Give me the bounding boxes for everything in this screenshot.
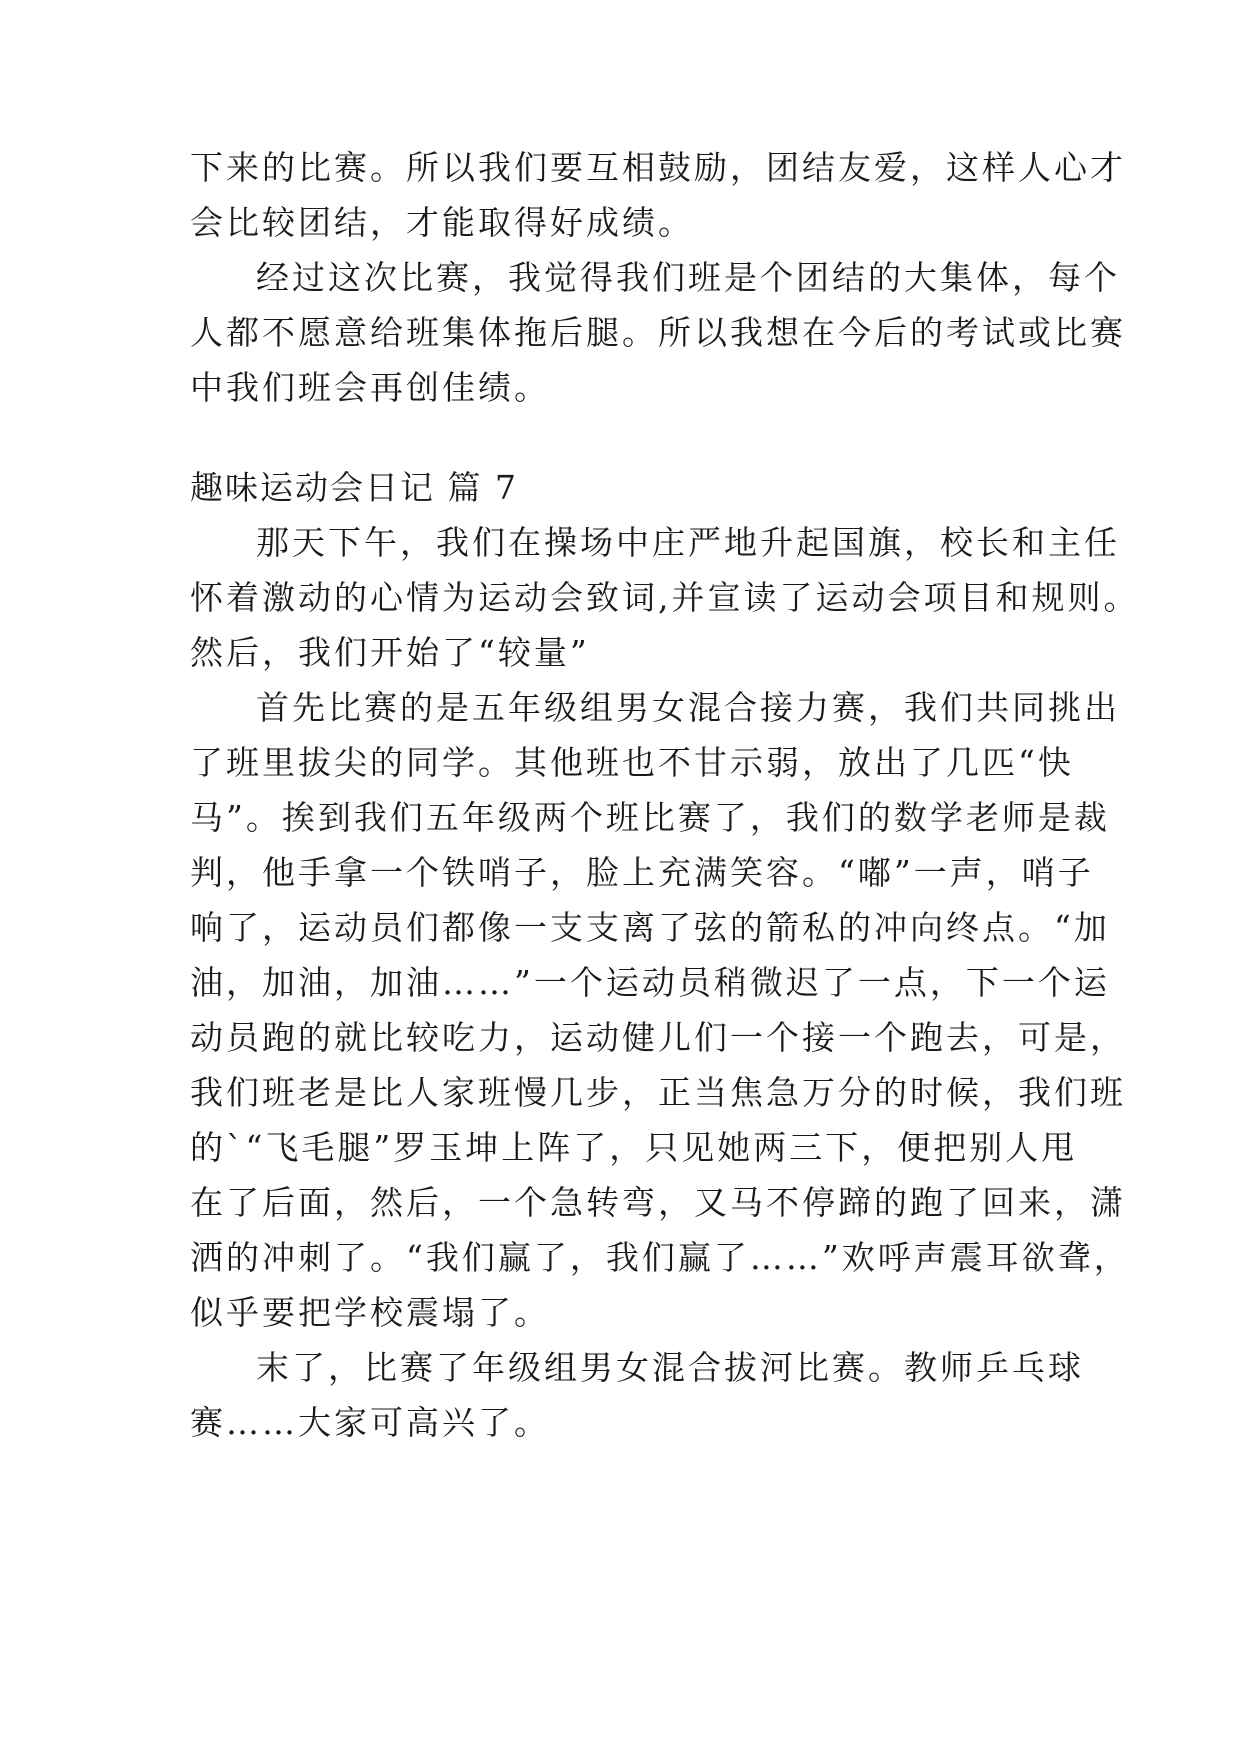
section-p2-line-1: 首先比赛的是五年级组男女混合接力赛，我们共同挑出 — [256, 688, 1120, 727]
section-p2-line-7: 动员跑的就比较吃力，运动健儿们一个接一个跑去，可是， — [190, 1018, 1126, 1057]
section-p1-line-3: 然后，我们开始了“较量” — [190, 633, 590, 672]
section-p2-line-9: 的`“飞毛腿”罗玉坤上阵了，只见她两三下，便把别人甩 — [190, 1128, 1078, 1167]
section-p1-line-1: 那天下午，我们在操场中庄严地升起国旗，校长和主任 — [256, 523, 1120, 562]
prev-p2-line-2: 人都不愿意给班集体拖后腿。所以我想在今后的考试或比赛 — [190, 313, 1126, 352]
section-p1-line-2: 怀着激动的心情为运动会致词,并宣读了运动会项目和规则。 — [190, 578, 1140, 617]
prev-p1-line-2: 会比较团结，才能取得好成绩。 — [190, 203, 694, 242]
prev-p2-line-3: 中我们班会再创佳绩。 — [190, 368, 550, 407]
section-title: 趣味运动会日记 篇 7 — [190, 468, 518, 507]
section-p2-line-5: 响了，运动员们都像一支支离了弦的箭私的冲向终点。“加 — [190, 908, 1110, 947]
section-p2-line-2: 了班里拔尖的同学。其他班也不甘示弱，放出了几匹“快 — [190, 743, 1074, 782]
section-p2-line-10: 在了后面，然后，一个急转弯，又马不停蹄的跑了回来，潇 — [190, 1183, 1126, 1222]
section-p2-line-6: 油，加油，加油……”一个运动员稍微迟了一点，下一个运 — [190, 963, 1110, 1002]
prev-p1-line-1: 下来的比赛。所以我们要互相鼓励，团结友爱，这样人心才 — [190, 148, 1126, 187]
section-p3-line-2: 赛……大家可高兴了。 — [190, 1403, 550, 1442]
section-p2-line-8: 我们班老是比人家班慢几步，正当焦急万分的时候，我们班 — [190, 1073, 1126, 1112]
section-p2-line-4: 判，他手拿一个铁哨子，脸上充满笑容。“嘟”一声，哨子 — [190, 853, 1094, 892]
section-p3-line-1: 末了，比赛了年级组男女混合拔河比赛。教师乒乓球 — [256, 1348, 1084, 1387]
section-p2-line-3: 马”。挨到我们五年级两个班比赛了，我们的数学老师是裁 — [190, 798, 1110, 837]
section-p2-line-11: 洒的冲刺了。“我们赢了，我们赢了……”欢呼声震耳欲聋， — [190, 1238, 1130, 1277]
prev-p2-line-1: 经过这次比赛，我觉得我们班是个团结的大集体，每个 — [256, 258, 1120, 297]
section-p2-line-12: 似乎要把学校震塌了。 — [190, 1293, 550, 1332]
